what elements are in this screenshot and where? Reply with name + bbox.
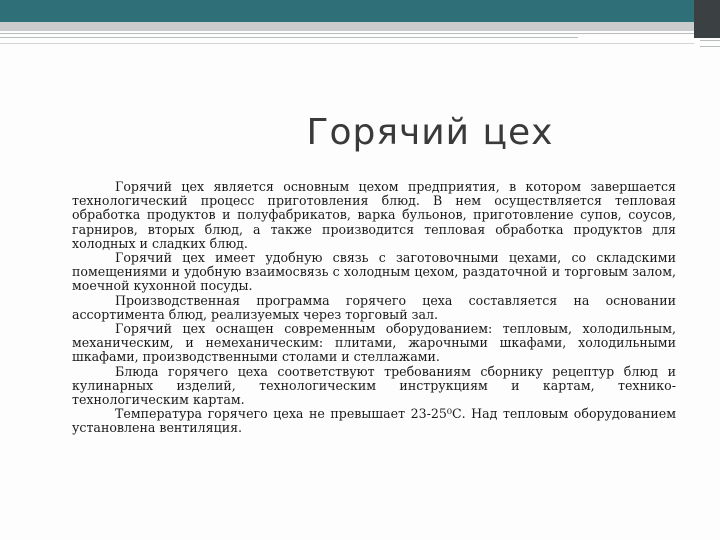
slide-body xyxy=(72,180,676,436)
header-teal-bar xyxy=(0,0,694,22)
header-rule xyxy=(0,37,578,38)
header-rule xyxy=(0,33,694,34)
paragraph: Горячий цех имеет удобную связь с заготовочными цехами, со складскими помещениями и удобную взаимосвязь с холодным цехом, раздаточной и торговым залом, моечной кухонной посуды. xyxy=(72,250,676,294)
paragraph: Температура горячего цеха не превышает 23-25⁰С. Над тепловым оборудованием установлена вентиляция. xyxy=(72,406,676,436)
header-corner-block xyxy=(694,0,720,38)
paragraph: Производственная программа горячего цеха составляется на основании ассортимента блюд, реализуемых через торговый зал. xyxy=(72,292,676,322)
header-rule xyxy=(0,43,694,44)
paragraph: Горячий цех оснащен современным оборудованием: тепловым, холодильным, механическим, и немеханическим: плитами, жарочными шкафами, холодильными шкафами, производственными столами и стеллажами. xyxy=(72,321,676,365)
header-rule xyxy=(700,46,720,47)
slide-title: Горячий цех xyxy=(306,112,554,153)
header-gray-bar xyxy=(0,22,694,31)
header-rule xyxy=(700,40,720,41)
paragraph: Блюда горячего цеха соответствуют требованиям сборнику рецептур блюд и кулинарных изделий, технологическим инструкциям и картам, технико-технологическим картам. xyxy=(72,363,676,408)
paragraph: Горячий цех является основным цехом предприятия, в котором завершается технологический процесс приготовления блюд. В нем осуществляется тепловая обработка продуктов и полуфабрикатов, варка бульонов, приготовление супов, соусов, гарниров, вторых блюд, а также производится тепловая обработка продуктов для холодных и сладких блюд. xyxy=(72,179,676,251)
